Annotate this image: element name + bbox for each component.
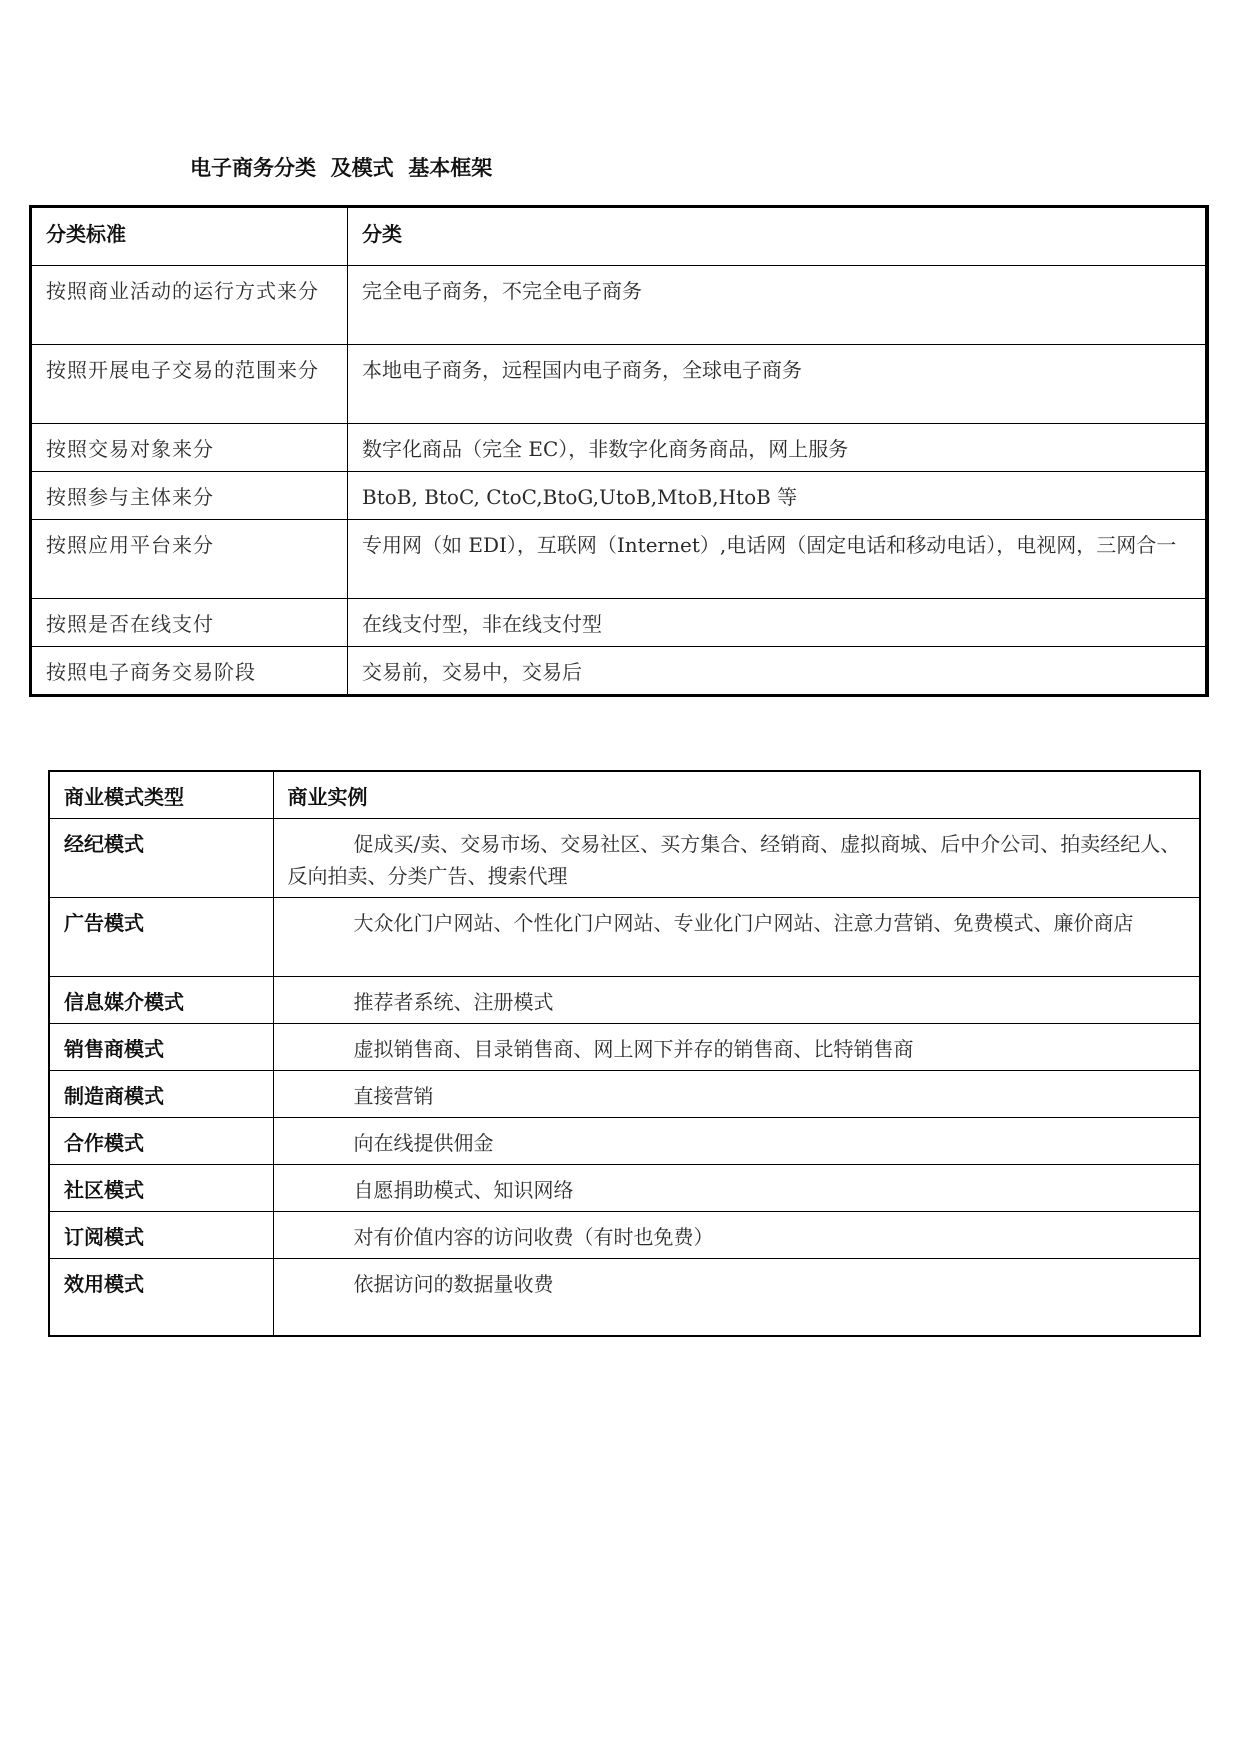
criterion-cell: 按照开展电子交易的范围来分	[31, 345, 348, 424]
column-header-category: 分类	[348, 207, 1208, 266]
category-cell: 本地电子商务，远程国内电子商务，全球电子商务	[348, 345, 1208, 424]
criterion-cell: 按照电子商务交易阶段	[31, 647, 348, 696]
table-row	[31, 266, 1208, 345]
criterion-cell: 按照商业活动的运行方式来分	[31, 266, 348, 345]
category-cell: 交易前，交易中，交易后	[348, 647, 1208, 696]
criterion-cell: 按照交易对象来分	[31, 424, 348, 472]
examples-cell: 促成买/卖、交易市场、交易社区、买方集合、经销商、虚拟商城、后中介公司、拍卖经纪人、反向拍卖、分类广告、搜索代理	[273, 819, 1200, 898]
table-row	[31, 599, 1208, 647]
table-row	[31, 520, 1208, 599]
table-row	[49, 819, 1200, 898]
model-type-cell: 广告模式	[49, 898, 273, 977]
model-type-cell: 社区模式	[49, 1165, 273, 1212]
criterion-cell: 按照应用平台来分	[31, 520, 348, 599]
examples-cell: 自愿捐助模式、知识网络	[273, 1165, 1200, 1212]
table-row	[31, 345, 1208, 424]
examples-cell: 依据访问的数据量收费	[273, 1259, 1200, 1337]
model-type-cell: 效用模式	[49, 1259, 273, 1337]
examples-cell: 直接营销	[273, 1071, 1200, 1118]
examples-cell: 大众化门户网站、个性化门户网站、专业化门户网站、注意力营销、免费模式、廉价商店	[273, 898, 1200, 977]
model-type-cell: 信息媒介模式	[49, 977, 273, 1024]
table-row	[49, 898, 1200, 977]
model-type-cell: 经纪模式	[49, 819, 273, 898]
category-cell: 数字化商品（完全 EC），非数字化商务商品，网上服务	[348, 424, 1208, 472]
table-row	[31, 647, 1208, 696]
category-cell: 完全电子商务，不完全电子商务	[348, 266, 1208, 345]
business-model-table	[48, 770, 1201, 1337]
classification-table	[29, 205, 1209, 697]
table-row	[49, 1165, 1200, 1212]
category-cell: 在线支付型，非在线支付型	[348, 599, 1208, 647]
table-row	[49, 1212, 1200, 1259]
examples-cell: 推荐者系统、注册模式	[273, 977, 1200, 1024]
table-row	[31, 472, 1208, 520]
model-type-cell: 合作模式	[49, 1118, 273, 1165]
model-type-cell: 制造商模式	[49, 1071, 273, 1118]
criterion-cell: 按照参与主体来分	[31, 472, 348, 520]
examples-cell: 对有价值内容的访问收费（有时也免费）	[273, 1212, 1200, 1259]
column-header-model-type: 商业模式类型	[49, 771, 273, 819]
column-header-examples: 商业实例	[273, 771, 1200, 819]
model-type-cell: 订阅模式	[49, 1212, 273, 1259]
examples-cell: 向在线提供佣金	[273, 1118, 1200, 1165]
column-header-criterion: 分类标准	[31, 207, 348, 266]
examples-cell: 虚拟销售商、目录销售商、网上网下并存的销售商、比特销售商	[273, 1024, 1200, 1071]
category-cell: BtoB, BtoC, CtoC,BtoG,UtoB,MtoB,HtoB 等	[348, 472, 1208, 520]
criterion-cell: 按照是否在线支付	[31, 599, 348, 647]
table-row	[49, 1024, 1200, 1071]
table-row	[49, 977, 1200, 1024]
table-row	[49, 1071, 1200, 1118]
table-row	[49, 1259, 1200, 1337]
document-title: 电子商务分类 及模式 基本框架	[190, 156, 493, 180]
table-header-row	[31, 207, 1208, 266]
table-header-row	[49, 771, 1200, 819]
table-row	[49, 1118, 1200, 1165]
model-type-cell: 销售商模式	[49, 1024, 273, 1071]
table-row	[31, 424, 1208, 472]
category-cell: 专用网（如 EDI），互联网（Internet）,电话网（固定电话和移动电话），电视网，三网合一	[348, 520, 1208, 599]
